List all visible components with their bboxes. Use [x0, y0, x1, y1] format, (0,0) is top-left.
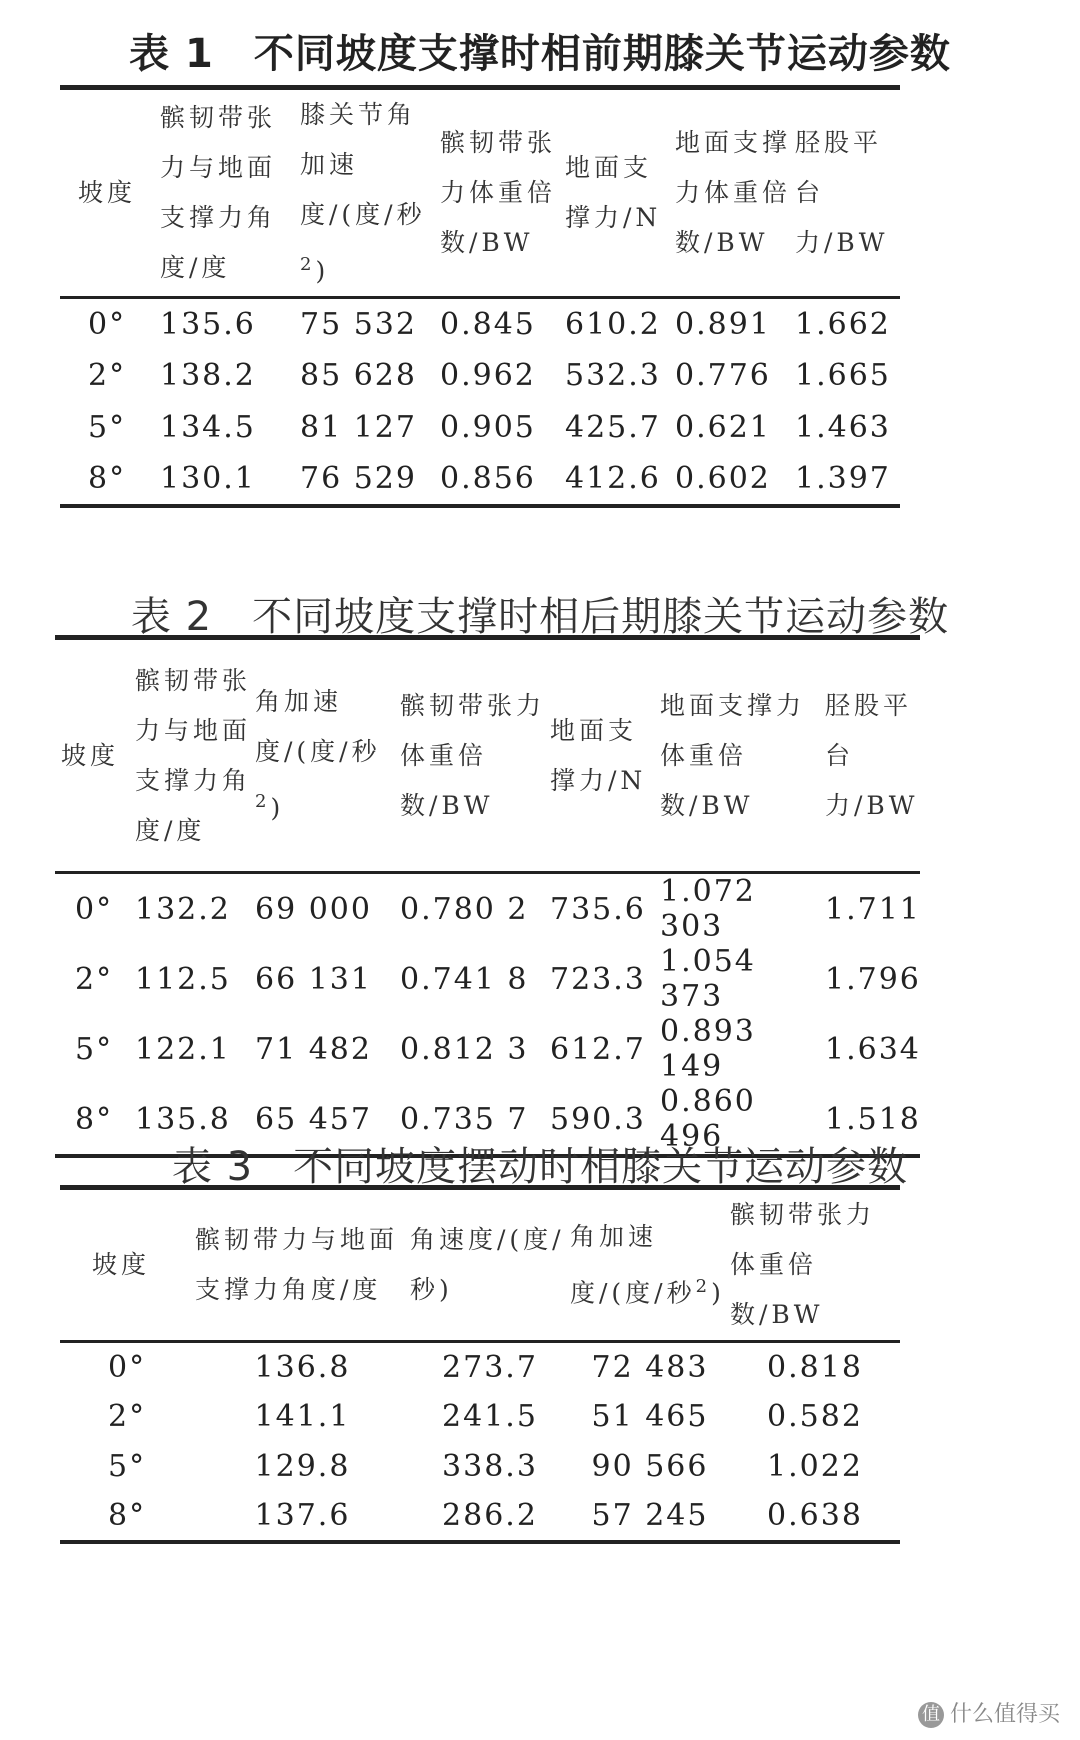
table1 [60, 85, 900, 508]
watermark-text: 什么值得买 [949, 1702, 1060, 1727]
table1-cell: 85 628 [300, 358, 417, 394]
table1-cell: 81 127 [300, 410, 417, 446]
table2 [55, 635, 920, 1158]
table3-title [0, 1135, 1080, 1192]
table3-cell: 0.818 [767, 1349, 863, 1385]
table1-cell: 425.7 [565, 410, 661, 446]
table-row [60, 298, 900, 350]
table2-cell: 71 482 [255, 1031, 372, 1067]
table2-cell: 132.2 [135, 891, 231, 927]
table3-header-3: 角加速度/(度/秒$^2$) [570, 1188, 730, 1342]
table1-cell: 0.905 [440, 410, 536, 446]
table2-cell: 1.796 [825, 961, 921, 997]
table2-cell: 1.711 [825, 891, 921, 927]
table1-header-1: 髌韧带张力与地面支撑力角度/度 [160, 88, 300, 298]
table3-body [60, 1342, 900, 1542]
table1-cell: 1.463 [795, 410, 891, 446]
table2-cell: 1.518 [825, 1101, 921, 1137]
table2-title-text: 不同坡度支撑时相后期膝关节运动参数 [252, 594, 950, 640]
table1-cell: 76 529 [300, 461, 417, 497]
table1-cell: 130.1 [160, 461, 256, 497]
table1-label: 表 1 [129, 31, 214, 77]
table2-header-2: 角加速度/(度/秒$^2$) [255, 638, 400, 873]
table-row [60, 1342, 900, 1392]
watermark [918, 1697, 1060, 1728]
table2-cell: 735.6 [550, 891, 646, 927]
table1-cell: 532.3 [565, 358, 661, 394]
table1-title [0, 22, 1080, 79]
table2-cell: 590.3 [550, 1101, 646, 1137]
table1-cell: 0° [88, 307, 127, 343]
table-row [55, 1014, 920, 1084]
table3-title-text: 不同坡度摆动时相膝关节运动参数 [293, 1144, 909, 1190]
table2-header-6: 胫股平台力/BW [825, 638, 920, 873]
table1-cell: 75 532 [300, 307, 417, 343]
table3-cell: 273.7 [442, 1349, 538, 1385]
table1-header-3: 髌韧带张力体重倍数/BW [440, 88, 565, 298]
table1-cell: 0.621 [675, 410, 771, 446]
table2-cell: 723.3 [550, 961, 646, 997]
watermark-logo-icon: 值 [918, 1702, 944, 1728]
table3-cell: 137.6 [254, 1498, 351, 1533]
table1-cell: 0.602 [675, 461, 771, 497]
table3-cell: 57 245 [591, 1498, 709, 1533]
table2-cell: 0.860 496 [660, 1084, 756, 1154]
table1-cell: 2° [88, 358, 127, 394]
table3-cell: 286.2 [442, 1498, 538, 1533]
table3-cell: 141.1 [254, 1399, 351, 1434]
table2-cell: 612.7 [550, 1031, 646, 1067]
table2-cell: 122.1 [135, 1031, 231, 1067]
table3-cell: 129.8 [254, 1449, 351, 1484]
table1-cell: 135.6 [160, 307, 256, 343]
table-row [60, 454, 900, 506]
table2-cell: 1.634 [825, 1031, 921, 1067]
table2-header-5: 地面支撑力体重倍数/BW [660, 638, 825, 873]
table2-body [55, 873, 920, 1157]
table1-cell: 610.2 [565, 307, 661, 343]
table2-label: 表 2 [130, 594, 213, 640]
table-row [60, 402, 900, 454]
table2-cell: 1.054 373 [660, 944, 756, 1014]
table3-cell: 0.638 [767, 1498, 863, 1533]
table-row [60, 1492, 900, 1542]
table3-header-1: 髌韧带力与地面支撑力角度/度 [195, 1188, 410, 1342]
table2-cell: 112.5 [135, 961, 231, 997]
table-row [60, 1442, 900, 1492]
table2-cell: 0.893 149 [660, 1014, 756, 1084]
table-row [60, 350, 900, 402]
table2-cell: 0.735 7 [400, 1101, 529, 1137]
table2-cell: 66 131 [255, 961, 372, 997]
table2-cell: 0° [75, 891, 114, 927]
table3-cell: 90 566 [591, 1449, 709, 1484]
table1-cell: 0.845 [440, 307, 536, 343]
table1-title-text: 不同坡度支撑时相前期膝关节运动参数 [253, 31, 951, 77]
table2-header-0: 坡度 [55, 638, 135, 873]
table2-cell: 1.072 303 [660, 874, 756, 944]
table3-header-0: 坡度 [60, 1188, 195, 1342]
table2-cell: 0.812 3 [400, 1031, 529, 1067]
table2-cell: 135.8 [135, 1101, 231, 1137]
table1-header-6: 胫股平台力/BW [795, 88, 900, 298]
table1-body [60, 298, 900, 506]
table3-header-2: 角速度/(度/秒) [410, 1188, 570, 1342]
table1-cell: 0.962 [440, 358, 536, 394]
table3 [60, 1185, 900, 1544]
table2-header-3: 髌韧带张力体重倍数/BW [400, 638, 550, 873]
table2-cell: 0.780 2 [400, 891, 529, 927]
table1-cell: 1.662 [795, 307, 891, 343]
table1-cell: 1.397 [795, 461, 891, 497]
table-row [55, 944, 920, 1014]
table2-cell: 65 457 [255, 1101, 372, 1137]
table1-cell: 5° [88, 410, 127, 446]
table3-cell: 136.8 [254, 1349, 351, 1385]
table3-cell: 8° [108, 1498, 147, 1533]
table1-header-2: 膝关节角加速度/(度/秒$^2$) [300, 88, 440, 298]
table1-header-0: 坡度 [60, 88, 160, 298]
table1-cell: 1.665 [795, 358, 891, 394]
table-row [60, 1392, 900, 1442]
table3-cell: 72 483 [591, 1349, 709, 1385]
table1-cell: 0.891 [675, 307, 771, 343]
table1-header-5: 地面支撑力体重倍数/BW [675, 88, 795, 298]
table1-header-4: 地面支撑力/N [565, 88, 675, 298]
table1-cell: 0.776 [675, 358, 771, 394]
table2-header-1: 髌韧带张力与地面支撑力角度/度 [135, 638, 255, 873]
table3-label: 表 3 [171, 1144, 254, 1190]
table1-cell: 134.5 [160, 410, 256, 446]
table1-cell: 138.2 [160, 358, 256, 394]
table3-cell: 2° [108, 1399, 147, 1434]
table2-cell: 69 000 [255, 891, 372, 927]
table3-cell: 1.022 [767, 1449, 863, 1484]
table3-cell: 241.5 [442, 1399, 538, 1434]
table2-cell: 0.741 8 [400, 961, 529, 997]
table3-cell: 0° [108, 1349, 147, 1385]
table2-cell: 2° [75, 961, 114, 997]
table3-cell: 51 465 [591, 1399, 709, 1434]
table2-cell: 5° [75, 1031, 114, 1067]
table2-header-4: 地面支撑力/N [550, 638, 660, 873]
table2-cell: 8° [75, 1101, 114, 1137]
table3-cell: 0.582 [767, 1399, 863, 1434]
table-row [55, 873, 920, 945]
table3-cell: 338.3 [442, 1449, 538, 1484]
table3-cell: 5° [108, 1449, 147, 1484]
table2-title [0, 585, 1080, 642]
table1-cell: 8° [88, 461, 127, 497]
table1-cell: 412.6 [565, 461, 661, 497]
table1-cell: 0.856 [440, 461, 536, 497]
table3-header-4: 髌韧带张力体重倍数/BW [730, 1188, 900, 1342]
